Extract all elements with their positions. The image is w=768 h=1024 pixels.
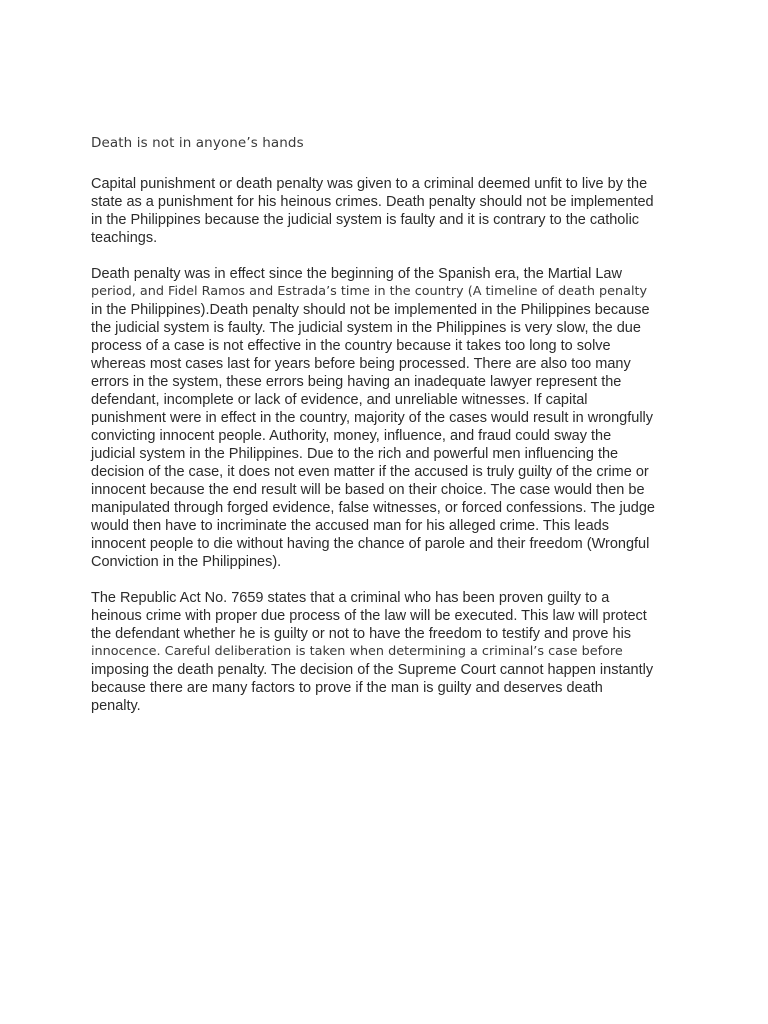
paragraph-line: Conviction in the Philippines). — [91, 554, 282, 570]
paragraph-line: decision of the case, it does not even matter if the accused is truly guilty of the crime or — [91, 464, 649, 480]
paragraph-line: whereas most cases last for years before being processed. There are also too many — [91, 356, 631, 372]
paragraph-line: errors in the system, these errors being having an inadequate lawyer represent the — [91, 374, 622, 390]
paragraph-line: period, and Fidel Ramos and Estrada’s time in the country (A timeline of death penalty — [91, 284, 648, 299]
paragraph-line: in the Philippines because the judicial system is faulty and it is contrary to the catholic — [91, 212, 640, 228]
paragraph-3 — [91, 589, 691, 715]
document-title: Death is not in anyone’s hands — [91, 135, 304, 151]
paragraph-line: teachings. — [91, 230, 158, 246]
document-body — [91, 175, 691, 733]
paragraph-line: innocent people to die without having the chance of parole and their freedom (Wrongful — [91, 536, 650, 552]
paragraph-line: punishment were in effect in the country, majority of the cases would result in wrongfully — [91, 410, 654, 426]
paragraph-line: judicial system in the Philippines. Due to the rich and powerful men influencing the — [91, 446, 619, 462]
paragraph-line: innocence. Careful deliberation is taken when determining a criminal’s case before — [91, 644, 623, 659]
paragraph-line: convicting innocent people. Authority, money, influence, and fraud could sway the — [91, 428, 612, 444]
paragraph-line: in the Philippines).Death penalty should not be implemented in the Philippines because — [91, 302, 650, 318]
paragraph-line: manipulated through forged evidence, false witnesses, or forced confessions. The judge — [91, 500, 655, 516]
paragraph-2 — [91, 265, 691, 571]
paragraph-line: the judicial system is faulty. The judicial system in the Philippines is very slow, the due — [91, 320, 641, 336]
paragraph-1 — [91, 175, 691, 247]
paragraph-line: Capital punishment or death penalty was given to a criminal deemed unfit to live by the — [91, 176, 648, 192]
paragraph-line: heinous crime with proper due process of the law will be executed. This law will protect — [91, 608, 647, 624]
paragraph-line: process of a case is not effective in the country because it takes too long to solve — [91, 338, 611, 354]
paragraph-line: innocent because the end result will be based on their choice. The case would then be — [91, 482, 645, 498]
paragraph-line: state as a punishment for his heinous crimes. Death penalty should not be implemented — [91, 194, 654, 210]
paragraph-line: The Republic Act No. 7659 states that a criminal who has been proven guilty to a — [91, 590, 610, 606]
paragraph-line: penalty. — [91, 698, 141, 714]
paragraph-line: defendant, incomplete or lack of evidence, and unreliable witnesses. If capital — [91, 392, 588, 408]
paragraph-line: Death penalty was in effect since the beginning of the Spanish era, the Martial Law — [91, 266, 622, 282]
paragraph-line: would then have to incriminate the accused man for his alleged crime. This leads — [91, 518, 609, 534]
paragraph-line: imposing the death penalty. The decision of the Supreme Court cannot happen instantly — [91, 662, 654, 678]
paragraph-line: the defendant whether he is guilty or not to have the freedom to testify and prove his — [91, 626, 632, 642]
paragraph-line: because there are many factors to prove if the man is guilty and deserves death — [91, 680, 603, 696]
